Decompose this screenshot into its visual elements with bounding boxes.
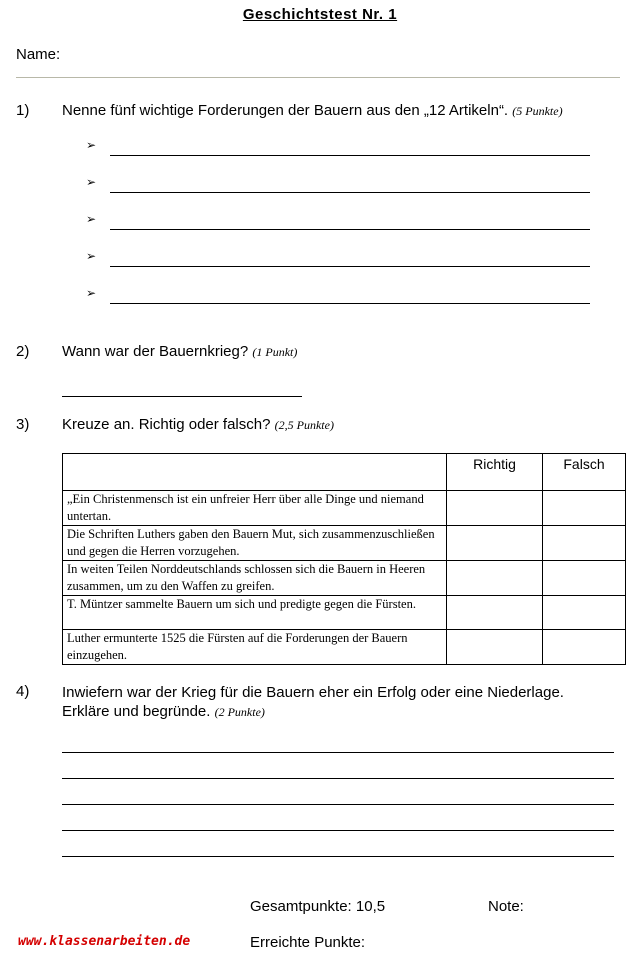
arrow-bullet-icon: ➢	[86, 212, 97, 226]
question-4-answer-line-2[interactable]	[62, 778, 614, 779]
richtig-checkbox-cell[interactable]	[447, 596, 543, 630]
arrow-bullet-icon: ➢	[86, 175, 97, 189]
question-3-number: 3)	[16, 416, 30, 433]
falsch-checkbox-cell[interactable]	[543, 596, 626, 630]
arrow-bullet-icon: ➢	[86, 249, 97, 263]
question-4-points: (2 Punkte)	[214, 705, 265, 719]
falsch-checkbox-cell[interactable]	[543, 491, 626, 526]
question-2-answer-line[interactable]	[62, 396, 302, 397]
total-points: Gesamtpunkte: 10,5	[250, 898, 386, 915]
achieved-points-label: Erreichte Punkte:	[250, 934, 366, 951]
richtig-checkbox-cell[interactable]	[447, 630, 543, 665]
table-row	[63, 526, 626, 561]
question-2-text: Wann war der Bauernkrieg?	[62, 343, 249, 360]
page-title: Geschichtstest Nr. 1	[242, 6, 398, 23]
answer-line-3[interactable]	[86, 212, 590, 232]
question-4-text-line-1: Inwiefern war der Krieg für die Bauern eher ein Erfolg oder eine Niederlage.	[62, 684, 564, 701]
answer-line-5[interactable]	[86, 286, 590, 306]
question-3-points: (2,5 Punkte)	[274, 418, 334, 432]
statement-header	[63, 454, 447, 491]
statement-cell: Luther ermunterte 1525 die Fürsten auf die Forderungen der Bauern einzugehen.	[63, 630, 447, 665]
name-divider	[16, 77, 620, 78]
statement-cell: Die Schriften Luthers gaben den Bauern Mut, sich zusammenzuschließen und gegen die Herren vorzugehen.	[63, 526, 447, 561]
arrow-bullet-icon: ➢	[86, 138, 97, 152]
table-header-row	[63, 454, 626, 491]
table-row	[63, 630, 626, 665]
falsch-checkbox-cell[interactable]	[543, 630, 626, 665]
falsch-checkbox-cell[interactable]	[543, 561, 626, 596]
statement-cell: In weiten Teilen Norddeutschlands schlossen sich die Bauern in Heeren zusammen, um zu den Waffen zu greifen.	[63, 561, 447, 596]
statement-cell: „Ein Christenmensch ist ein unfreier Herr über alle Dinge und niemand untertan.	[63, 491, 447, 526]
question-1-text: Nenne fünf wichtige Forderungen der Bauern aus den „12 Artikeln“.	[62, 102, 509, 119]
question-4-answer-line-1[interactable]	[62, 752, 614, 753]
statement-cell: T. Müntzer sammelte Bauern um sich und predigte gegen die Fürsten.	[63, 596, 447, 630]
question-2-number: 2)	[16, 343, 30, 360]
answer-line-1[interactable]	[86, 138, 590, 158]
richtig-checkbox-cell[interactable]	[447, 526, 543, 561]
answer-line-4[interactable]	[86, 249, 590, 269]
question-3-text: Kreuze an. Richtig oder falsch?	[62, 416, 271, 433]
question-3	[62, 416, 334, 433]
question-4-answer-line-5[interactable]	[62, 856, 614, 857]
table-row	[63, 561, 626, 596]
richtig-header: Richtig	[447, 454, 543, 491]
arrow-bullet-icon: ➢	[86, 286, 97, 300]
richtig-checkbox-cell[interactable]	[447, 491, 543, 526]
true-false-table	[62, 453, 626, 665]
table-row	[63, 596, 626, 630]
question-2-points: (1 Punkt)	[252, 345, 298, 359]
question-1-points: (5 Punkte)	[512, 104, 563, 118]
website-logo: www.klassenarbeiten.de	[18, 934, 191, 949]
question-4-answer-line-3[interactable]	[62, 804, 614, 805]
grade-label: Note:	[488, 898, 524, 915]
question-4-number: 4)	[16, 683, 30, 700]
question-1-number: 1)	[16, 102, 30, 119]
falsch-header: Falsch	[543, 454, 626, 491]
question-1	[62, 102, 563, 119]
question-4-answer-line-4[interactable]	[62, 830, 614, 831]
answer-line-2[interactable]	[86, 175, 590, 195]
question-4-text-line-2: Erkläre und begründe.	[62, 703, 211, 720]
question-2	[62, 343, 297, 360]
question-4	[62, 683, 622, 722]
name-label: Name:	[16, 46, 61, 63]
table-row	[63, 491, 626, 526]
falsch-checkbox-cell[interactable]	[543, 526, 626, 561]
richtig-checkbox-cell[interactable]	[447, 561, 543, 596]
